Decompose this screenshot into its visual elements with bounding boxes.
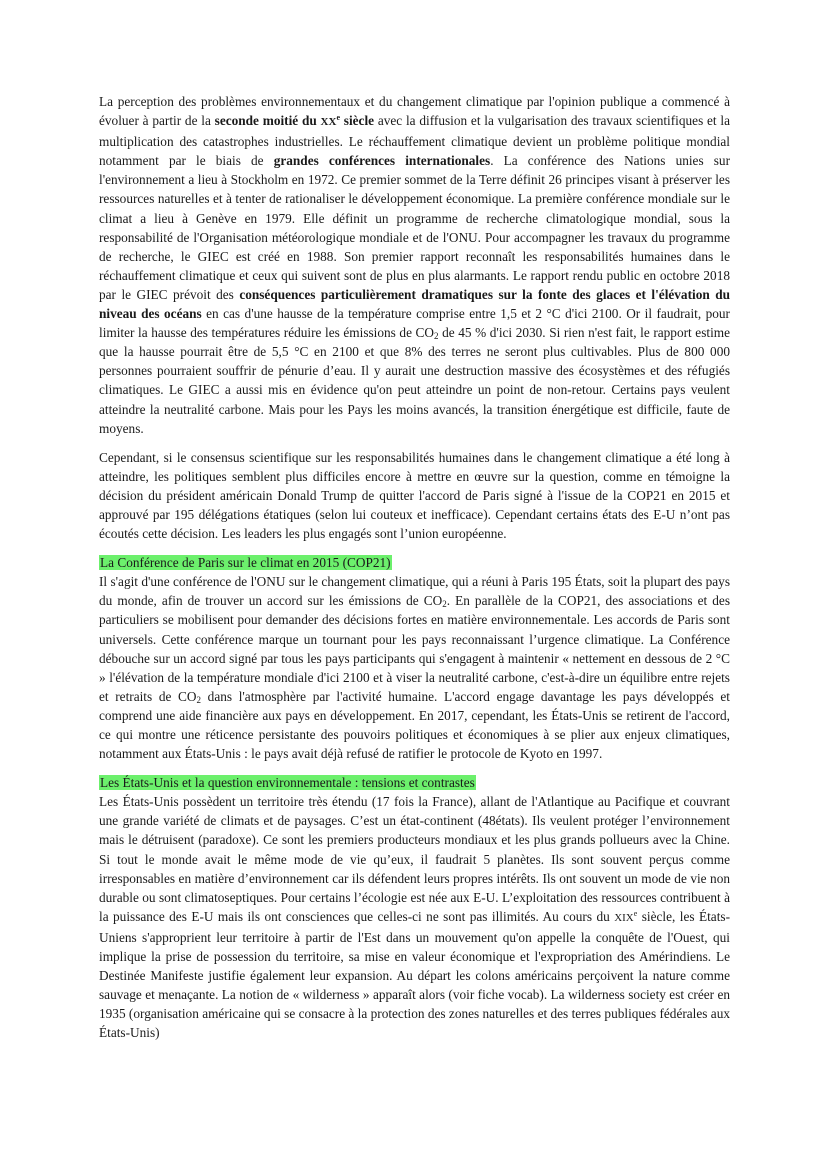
section-title-etats-unis: [99, 773, 730, 792]
text-run: Il s'agit d'une conférence de l'ONU sur le changement climatique, qui a réuni à Paris 195 États, soit la plupart des pays du monde, afin de trouver un accord sur les émissions de CO: [99, 574, 730, 609]
subscript: 2: [196, 694, 202, 705]
superscript: e: [336, 113, 340, 123]
subscript: 2: [442, 599, 447, 610]
cop21-paragraph: [99, 572, 730, 763]
spacer: [99, 543, 730, 553]
text-run: Les États-Unis possèdent un territoire très étendu (17 fois la France), allant de l'Atlantique au Pacifique et couvrant une grande variété de climats et de paysages. C’est un état-continent (48états). Ils veulent protéger l’environnement mais le détruisent (paradoxe). Ce sont les premiers producteurs mondiaux et les plus grands pollueurs avec la Chine. Si tout le monde avait le même mode de vie qu’eux, il faudrait 5 planètes. Ils sont souvent perçus comme irresponsables en matière d’environnement car ils défendent leurs propres intérêts. Ils ont souvent un mode de vie non durable ou sont climatoseptiques. Pour certains l’écologie est née aux E-U. L’exploitation des ressources contribuent à la puissance des E-U mais ils ont consciences que celles-ci ne sont pas illimités. Au cours du: [99, 794, 730, 924]
text-run: siècle: [340, 113, 375, 129]
text-run: avec la diffusion et la vulgarisation des travaux scientifiques et la multiplication des catastrophes industrielles. Le réchauffement climatique devient un problème politique mondial notamment par le biais de: [99, 113, 731, 169]
text-run: seconde moitié du: [214, 113, 321, 129]
spacer: [99, 438, 730, 448]
second-paragraph: Cependant, si le consensus scientifique sur les responsabilités humaines dans le changement climatique a été long à atteindre, les politiques semblent plus difficiles encore à mettre en œuvre sur la question, comme en témoigne la décision du président américain Donald Trump de quitter l'accord de Paris signé à l'issue de la COP21 en 2015 et approuvé par 195 délégations étatiques (selon lui couteux et inefficace). Cependant certains états des E-U n’ont pas écoutés cette décision. Les leaders les plus engagés sont l’union européenne.: [99, 449, 730, 542]
bold-phrase-conferences: grandes conférences internationales: [273, 153, 491, 169]
text-run: en cas d'une hausse de la température comprise entre 1,5 et 2 °C d'ici 2100. Or il faudrait, pour limiter la hausse des températures réduire les émissions de CO: [99, 306, 730, 341]
text-run: . La conférence des Nations unies sur l'environnement a lieu à Stockholm en 1972. Ce premier sommet de la Terre définit 26 principes visant à préserver les ressources naturelles et à tenter de rationaliser le développement économique. La première conférence mondiale sur le climat a lieu à Genève en 1979. Elle définit un programme de recherche climatologique mondial, sous la responsabilité de l'Organisation météorologique mondiale et de l'ONU. Pour accompagner les travaux du programme de recherche, le GIEC est créé en 1988. Son premier rapport reconnaît les responsabilités humaines dans le réchauffement climatique et ceux qui suivent sont de plus en plus alarmants. Le rapport rendu public en octobre 2018 par le GIEC prévoit des: [99, 153, 731, 302]
text-run: La perception des problèmes environnementaux et du changement climatique par l'opinion publique a commencé à évoluer à partir de la: [99, 94, 730, 129]
bold-phrase-consequences: conséquences particulièrement dramatiques sur la fonte des glaces et l'élévation du niveau des océans: [99, 286, 731, 322]
text-run: . En parallèle de la COP21, des associations et des particuliers se mobilisent pour demander des décisions fortes en matière environnementale. Les accords de Paris sont universels. Cette conférence marque un tournant pour les pays reconnaissant l’urgence climatique. La Conférence débouche sur un accord signé par tous les pays participants qui s'engagent à maintenir « nettement en dessous de 2 °C » l'élévation de la température mondiale d'ici 2100 et à viser la neutralité carbone, c'est-à-dire un équilibre entre rejets et retraits de CO: [99, 593, 730, 704]
text-run: de 45 % d'ici 2030. Si rien n'est fait, le rapport estime que la hausse pourrait être de 5,5 °C en 2100 et que 8% des terres ne seront plus cultivables. Plus de 800 000 personnes pourraient souffrir de pénurie d’eau. Il y aurait une destruction massive des écosystèmes et des réfugiés climatiques. Le GIEC a aussi mis en évidence qu'on peut atteindre un point de non-retour. Certains pays veulent atteindre la neutralité carbone. Mais pour les Pays les moins avancés, la transition énergétique est difficile, faute de moyens.: [99, 325, 731, 436]
intro-paragraph: [99, 92, 730, 438]
text-run: siècle, les États-Uniens s'approprient leur territoire à partir de l'Est dans un mouvement qu'on appelle la conquête de l'Ouest, qui implique la prise de possession du territoire, sa mise en valeur économique et l'expropriation des Amérindiens. Le Destinée Manifeste justifie également leur expansion. Au départ les colons américains perçoivent la nature comme sauvage et menaçante. La notion de « wilderness » apparaît alors (voir fiche vocab). La wilderness society est créer en 1935 (organisation américaine qui se consacre à la protection des zones naturelles et des terres publiques fédérales aux États-Unis): [99, 908, 730, 1041]
spacer: [99, 763, 730, 773]
highlighted-heading: Les États-Unis et la question environnementale : tensions et contrastes: [100, 775, 475, 791]
etats-unis-paragraph: [99, 792, 730, 1042]
text-run: dans l'atmosphère par l'activité humaine. L'accord engage davantage les pays développés et comprend une aide financière aux pays en développement. En 2017, cependant, les États-Unis se retirent de l'accord, ce qui montre une réticence persistante des pouvoirs politiques et économiques à se plier aux enjeux climatiques, notamment aux États-Unis : le pays avait déjà refusé de ratifier le protocole de Kyoto en 1997.: [99, 688, 730, 762]
roman-numeral: XX: [320, 116, 337, 129]
bold-phrase-seconde-moitie: [215, 113, 374, 128]
roman-numeral: XIX: [614, 911, 634, 924]
section-title-cop21: [99, 553, 730, 572]
subscript: 2: [434, 331, 439, 342]
document-page: [99, 92, 730, 1043]
highlighted-heading: La Conférence de Paris sur le climat en 2015 (COP21): [100, 555, 391, 571]
superscript: e: [633, 908, 638, 918]
